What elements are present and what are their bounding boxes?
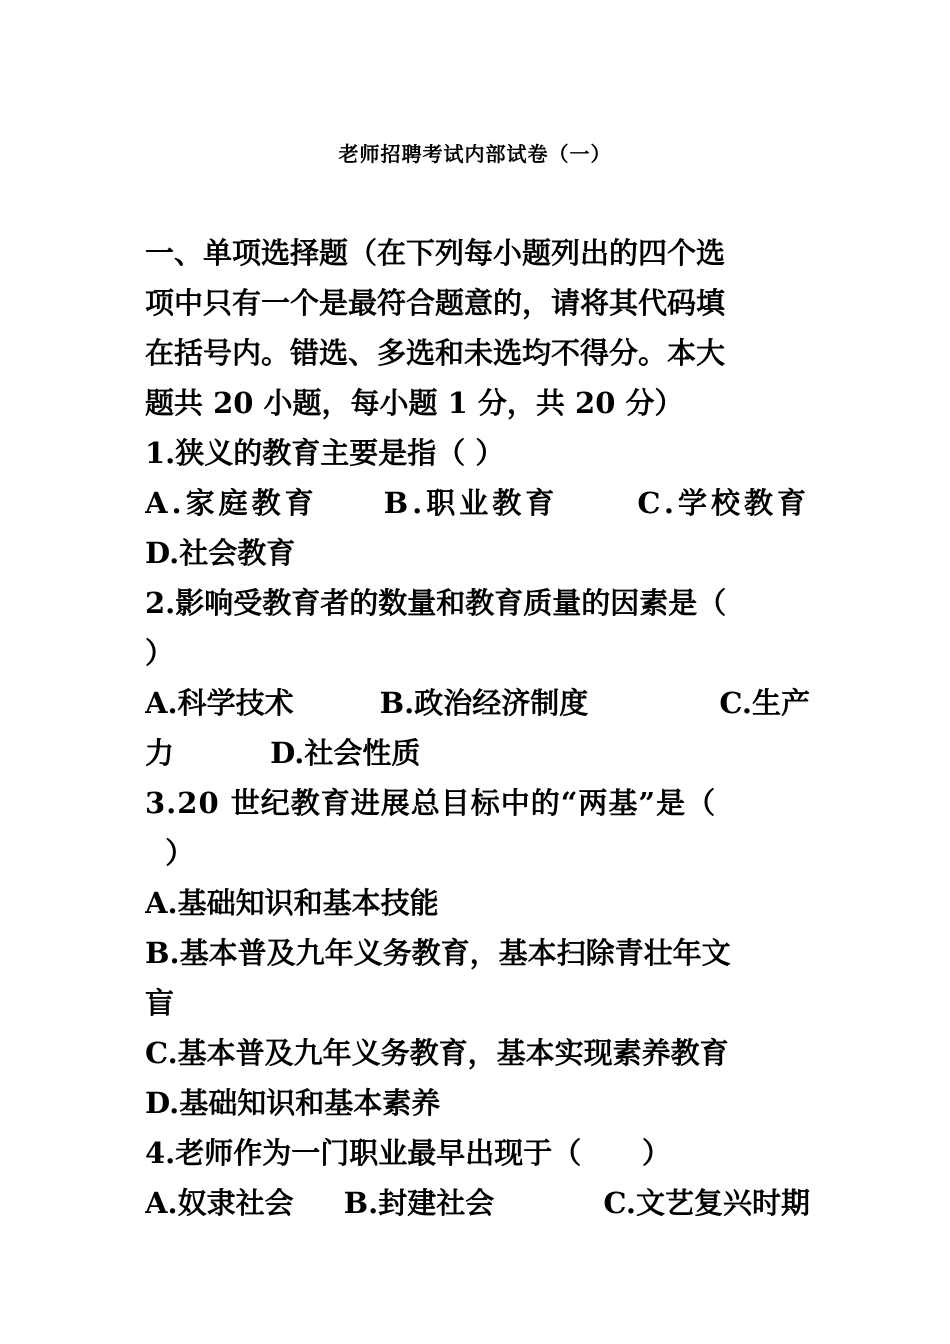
question-3-option-b-cont: 盲: [145, 986, 175, 1020]
question-2-options-row: [145, 678, 810, 728]
question-4-stem: 4.老师作为一门职业最早出现于（ ）: [145, 1136, 671, 1170]
question-1-options-row: [145, 478, 810, 528]
question-3-option-b: B.基本普及九年义务教育，基本扫除青壮年文: [145, 936, 731, 970]
question-2-option-a: A.科学技术: [145, 686, 294, 720]
question-3-stem-cont: ）: [145, 836, 195, 870]
question-2-option-d: D.社会性质: [270, 736, 421, 770]
question-2-options-row-2: [145, 728, 810, 778]
question-2-stem-cont: ）: [145, 636, 175, 670]
question-2-option-b: B.政治经济制度: [379, 686, 589, 720]
document-title: 老师招聘考试内部试卷（一）: [338, 142, 612, 166]
section-heading-line: 项中只有一个是最符合题意的，请将其代码填: [145, 286, 726, 320]
section-heading-line: 一、单项选择题（在下列每小题列出的四个选: [145, 236, 726, 270]
question-1-stem: 1.狭义的教育主要是指（ ）: [145, 436, 505, 470]
question-4-option-c: C.文艺复兴时期: [603, 1186, 810, 1220]
question-1-option-c: C.学校教育: [637, 486, 810, 520]
question-3-option-c: C.基本普及九年义务教育，基本实现素养教育: [145, 1036, 729, 1070]
question-2-stem: 2.影响受教育者的数量和教育质量的因素是（: [145, 586, 727, 620]
question-3-option-a: A.基础知识和基本技能: [145, 886, 439, 920]
question-4-options-row: [145, 1178, 810, 1228]
question-2-option-c-cont: 力: [145, 736, 175, 770]
question-3-stem: 3.20 世纪教育进展总目标中的“两基”是（: [145, 786, 717, 820]
question-1-option-b: B.职业教育: [383, 486, 559, 520]
section-heading-line: 题共 20 小题，每小题 1 分，共 20 分）: [145, 386, 684, 420]
question-4-option-a: A.奴隶社会: [145, 1186, 294, 1220]
question-4-option-b: B.封建社会: [343, 1186, 495, 1220]
document-body: [145, 228, 810, 1228]
question-2-option-c: C.生产: [719, 686, 810, 720]
question-3-option-d: D.基础知识和基本素养: [145, 1086, 441, 1120]
question-1-option-d: D.社会教育: [145, 536, 296, 570]
question-1-option-a: A.家庭教育: [145, 486, 318, 520]
section-heading-line: 在括号内。错选、多选和未选均不得分。本大: [145, 336, 726, 370]
